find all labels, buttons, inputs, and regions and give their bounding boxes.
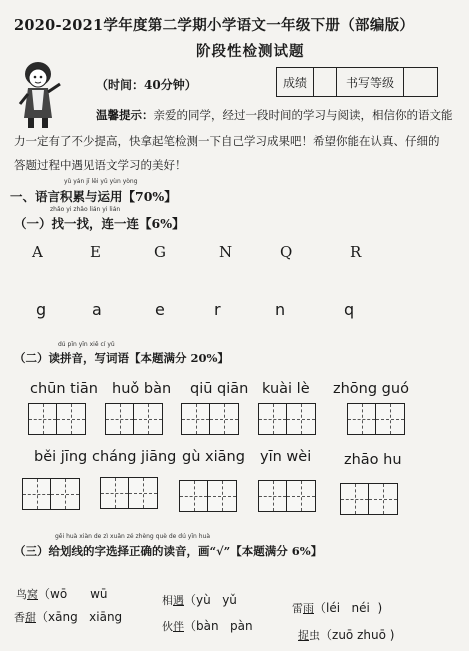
- reading-choice-item: 伙伴（bàn pàn: [162, 619, 253, 633]
- warm-tip-line-2: 力一定有了不少提高，快拿起笔检测一下自己学习成果吧！希望你能在认真、仔细的: [14, 134, 440, 148]
- reading-option[interactable]: yù: [196, 593, 211, 607]
- reading-option[interactable]: zuō: [332, 628, 354, 642]
- reading-choice-item: 香甜（xāng xiāng: [14, 610, 123, 624]
- writing-grid[interactable]: [100, 477, 158, 509]
- writing-grade-label: 书写等级: [337, 68, 404, 96]
- part-2-title: （二）读拼音，写词语【本题满分 20%】: [14, 351, 229, 365]
- writing-grid[interactable]: [179, 480, 237, 512]
- exam-title: 2020-2021学年度第二学期小学语文一年级下册（部编版）: [14, 17, 415, 34]
- warm-tip-line-1: [96, 107, 453, 123]
- reading-option[interactable]: wō: [50, 587, 68, 601]
- uppercase-letter[interactable]: A: [32, 243, 43, 261]
- reading-option[interactable]: bàn: [196, 619, 219, 633]
- uppercase-letter[interactable]: Q: [280, 243, 293, 261]
- reading-choice-item: 捉虫（zuō zhuō ): [298, 628, 395, 642]
- lowercase-letter[interactable]: e: [155, 300, 165, 319]
- writing-grid[interactable]: [340, 483, 398, 515]
- writing-grid[interactable]: [258, 403, 316, 435]
- reading-option[interactable]: xiāng: [89, 610, 123, 624]
- lowercase-letter[interactable]: a: [92, 300, 102, 319]
- reading-choice-item: 相遇（yù yǔ: [162, 593, 237, 607]
- reading-choice-item: 鸟窝（wō wū: [16, 587, 108, 601]
- writing-grid[interactable]: [22, 478, 80, 510]
- reading-option[interactable]: zhuō: [357, 628, 386, 642]
- pinyin-prompt: yīn wèi: [260, 449, 312, 465]
- writing-grid[interactable]: [181, 403, 239, 435]
- reading-option[interactable]: xāng: [48, 610, 78, 624]
- section-1-title: 一、语言积累与运用【70%】: [10, 189, 177, 204]
- uppercase-letter[interactable]: G: [154, 243, 166, 261]
- pinyin-prompt: huǒ bàn: [112, 381, 172, 397]
- lowercase-letter[interactable]: r: [214, 300, 221, 319]
- exam-time: （时间：40分钟）: [96, 78, 197, 92]
- mascot-illustration: [14, 58, 66, 130]
- pinyin-prompt: kuài lè: [262, 381, 310, 397]
- score-label: 成绩: [277, 68, 314, 96]
- uppercase-letter[interactable]: R: [350, 243, 362, 261]
- pinyin-prompt: cháng jiāng: [92, 449, 177, 465]
- part-3-pinyin: gěi huà xiàn de zì xuǎn zé zhèng què de dú yīn huà: [55, 533, 210, 540]
- lowercase-letter[interactable]: g: [36, 300, 47, 319]
- warm-tip-line-3: 答题过程中遇见语文学习的美好！: [14, 158, 187, 172]
- score-table: [276, 67, 438, 97]
- writing-grid[interactable]: [105, 403, 163, 435]
- exam-subtitle: 阶段性检测试题: [196, 43, 305, 60]
- part-1-title: （一）找一找，连一连【6%】: [14, 216, 185, 231]
- pinyin-prompt: qiū qiān: [190, 381, 249, 397]
- score-field[interactable]: [314, 68, 337, 96]
- part-3-title: （三）给划线的字选择正确的读音，画“√”【本题满分 6%】: [14, 544, 323, 558]
- uppercase-letter[interactable]: N: [219, 243, 233, 261]
- reading-option[interactable]: wū: [90, 587, 108, 601]
- reading-option[interactable]: pàn: [230, 619, 253, 633]
- pinyin-prompt: zhāo hu: [344, 452, 402, 468]
- part-2-pinyin: dú pīn yīn xiě cí yǔ: [58, 341, 115, 348]
- reading-option[interactable]: yǔ: [222, 593, 237, 607]
- warm-tip-text-1: 亲爱的同学，经过一段时间的学习与阅读，相信你的语文能: [153, 108, 453, 122]
- writing-grid[interactable]: [258, 480, 316, 512]
- reading-option[interactable]: néi: [351, 601, 370, 615]
- pinyin-prompt: gù xiāng: [182, 449, 245, 465]
- uppercase-letter[interactable]: E: [90, 243, 101, 261]
- writing-grade-field[interactable]: [404, 68, 437, 96]
- writing-grid[interactable]: [347, 403, 405, 435]
- reading-choice-item: 雷雨（léi néi ): [292, 601, 383, 615]
- pinyin-prompt: běi jīng: [34, 449, 88, 465]
- warm-tip-label: 温馨提示：: [96, 108, 154, 122]
- pinyin-prompt: zhōng guó: [333, 381, 409, 397]
- lowercase-letter[interactable]: q: [344, 300, 355, 319]
- pinyin-prompt: chūn tiān: [30, 381, 98, 397]
- lowercase-letter[interactable]: n: [275, 300, 286, 319]
- reading-option[interactable]: léi: [326, 601, 341, 615]
- part-1-pinyin: zhǎo yi zhǎo lián yi lián: [50, 206, 121, 213]
- writing-grid[interactable]: [28, 403, 86, 435]
- section-1-pinyin: yǔ yán jī lěi yǔ yùn yòng: [64, 178, 138, 185]
